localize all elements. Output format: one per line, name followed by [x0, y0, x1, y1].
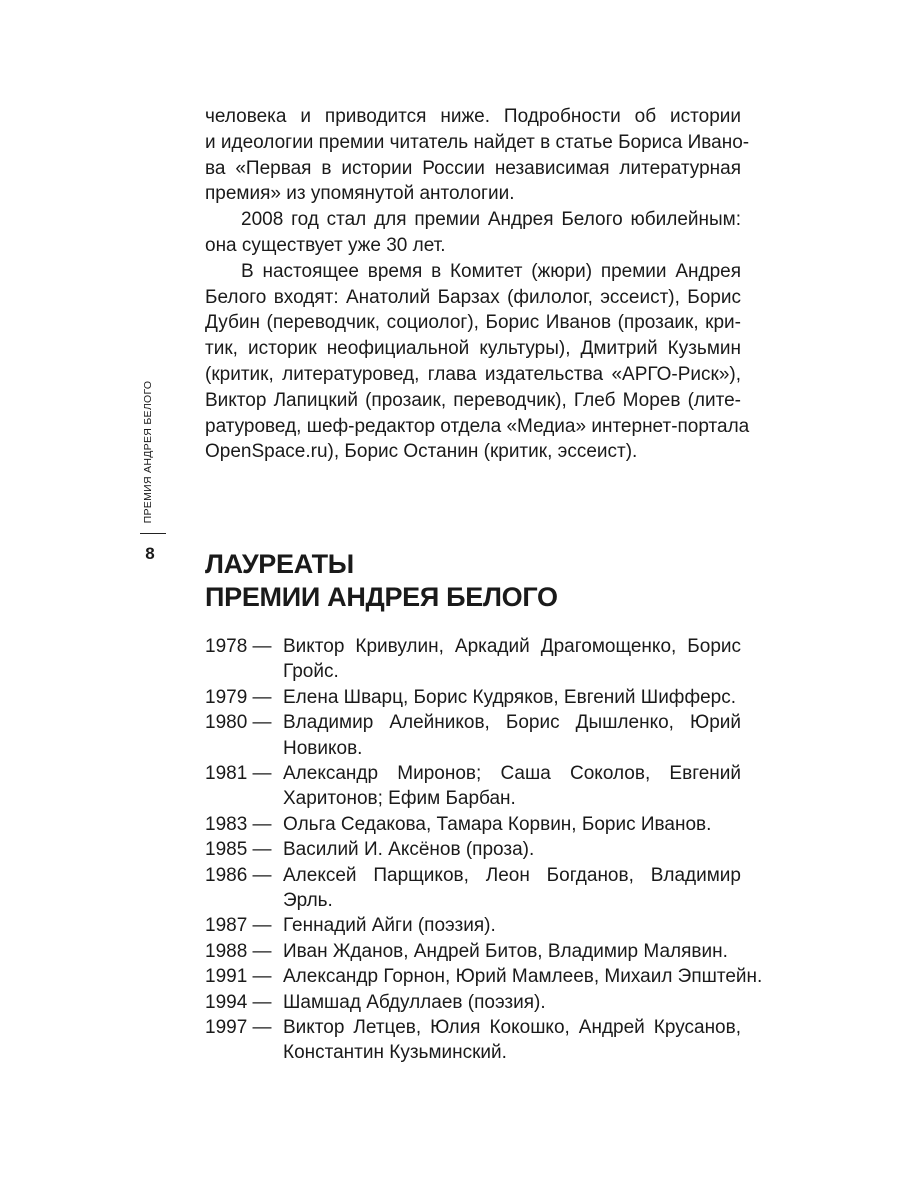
body-line: В настоящее время в Комитет (жюри) премии Андрея	[241, 260, 741, 282]
laureate-entry	[205, 913, 741, 938]
laureate-names-line: Эрль.	[283, 889, 333, 911]
laureate-year: 1994 —	[205, 991, 272, 1013]
laureate-names	[283, 990, 741, 1015]
laureate-entry	[205, 1015, 741, 1066]
running-head-text: ПРЕМИЯ АНДРЕЯ БЕЛОГО	[142, 380, 154, 524]
body-text	[205, 104, 750, 465]
laureate-names	[283, 812, 741, 837]
laureate-year: 1983 —	[205, 813, 272, 835]
running-head	[140, 382, 156, 522]
laureate-year: 1986 —	[205, 864, 272, 886]
laureate-year: 1991 —	[205, 966, 272, 988]
laureate-names	[283, 710, 741, 761]
laureate-names-line: Новиков.	[283, 737, 363, 759]
body-line: OpenSpace.ru), Борис Останин (критик, эссеист).	[205, 441, 638, 463]
body-line: Белого входят: Анатолий Барзах (филолог, эссеист), Борис	[205, 286, 741, 308]
laureate-names	[283, 1015, 741, 1066]
body-line: ратуровед, шеф-редактор отдела «Медиа» интернет-портала	[205, 415, 750, 437]
laureates-list	[205, 634, 763, 1066]
laureate-names-line: Ольга Седакова, Тамара Корвин, Борис Иванов.	[283, 813, 712, 835]
laureate-entry	[205, 761, 741, 812]
laureate-names-line: Владимир Алейников, Борис Дышленко, Юрий	[283, 712, 741, 734]
laureate-names-line: Иван Жданов, Андрей Битов, Владимир Малявин.	[283, 940, 728, 962]
body-line: 2008 год стал для премии Андрея Белого юбилейным:	[241, 209, 741, 231]
heading-line-2: ПРЕМИИ АНДРЕЯ БЕЛОГО	[205, 582, 558, 612]
laureate-names	[283, 685, 741, 710]
heading-line-1: ЛАУРЕАТЫ	[205, 549, 354, 579]
laureate-names-line: Гройс.	[283, 661, 339, 683]
running-head-rule	[140, 533, 166, 534]
laureate-entry	[205, 812, 741, 837]
laureate-year: 1985 —	[205, 839, 272, 861]
laureate-names-line: Шамшад Абдуллаев (поэзия).	[283, 991, 546, 1013]
laureate-names	[283, 863, 741, 914]
laureate-year: 1979 —	[205, 686, 272, 708]
body-line: ва «Первая в истории России независимая литературная	[205, 157, 741, 179]
laureate-names	[283, 761, 741, 812]
laureate-year: 1980 —	[205, 712, 272, 734]
laureate-year: 1981 —	[205, 762, 272, 784]
laureate-entry	[205, 685, 741, 710]
laureate-entry	[205, 863, 741, 914]
laureate-names	[283, 913, 741, 938]
body-line: человека и приводится ниже. Подробности об истории	[205, 106, 741, 127]
laureate-names-line: Елена Шварц, Борис Кудряков, Евгений Шифферс.	[283, 686, 736, 708]
body-line: и идеологии премии читатель найдет в статье Бориса Ивано-	[205, 131, 750, 153]
laureate-names-line: Василий И. Аксёнов (проза).	[283, 839, 535, 861]
body-line: (критик, литературовед, глава издательства «АРГО-Риск»),	[205, 363, 741, 385]
laureate-names-line: Александр Миронов; Саша Соколов, Евгений	[283, 762, 741, 784]
laureate-year: 1997 —	[205, 1016, 272, 1038]
laureate-entry	[205, 710, 741, 761]
laureate-entry	[205, 990, 741, 1015]
laureate-names-line: Алексей Парщиков, Леон Богданов, Владимир	[283, 864, 741, 886]
laureate-year: 1978 —	[205, 636, 272, 657]
body-line: премия» из упомянутой антологии.	[205, 183, 515, 205]
laureate-names-line: Виктор Летцев, Юлия Кокошко, Андрей Крусанов,	[283, 1016, 741, 1038]
body-line: она существует уже 30 лет.	[205, 234, 446, 256]
laureate-names-line: Харитонов; Ефим Барбан.	[283, 788, 516, 810]
laureate-names	[283, 964, 762, 989]
laureate-names-line: Александр Горнон, Юрий Мамлеев, Михаил Эпштейн.	[283, 966, 763, 988]
laureate-names	[283, 837, 741, 862]
laureate-entry	[205, 837, 741, 862]
body-line: Виктор Лапицкий (прозаик, переводчик), Глеб Морев (лите-	[205, 389, 741, 411]
laureate-names-line: Виктор Кривулин, Аркадий Драгомощенко, Борис	[283, 636, 741, 657]
laureate-entry	[205, 634, 741, 685]
laureate-entry	[205, 964, 763, 989]
laureate-names-line: Константин Кузьминский.	[283, 1042, 507, 1064]
laureate-year: 1987 —	[205, 915, 272, 937]
page-number: 8	[145, 544, 155, 563]
laureate-names-line: Геннадий Айги (поэзия).	[283, 915, 496, 937]
laureate-entry	[205, 939, 741, 964]
laureate-names	[283, 634, 741, 685]
body-line: Дубин (переводчик, социолог), Борис Иванов (прозаик, кри-	[205, 312, 741, 334]
section-heading	[205, 548, 558, 614]
body-line: тик, историк неофициальной культуры), Дмитрий Кузьмин	[205, 338, 741, 360]
laureate-names	[283, 939, 741, 964]
laureate-year: 1988 —	[205, 940, 272, 962]
